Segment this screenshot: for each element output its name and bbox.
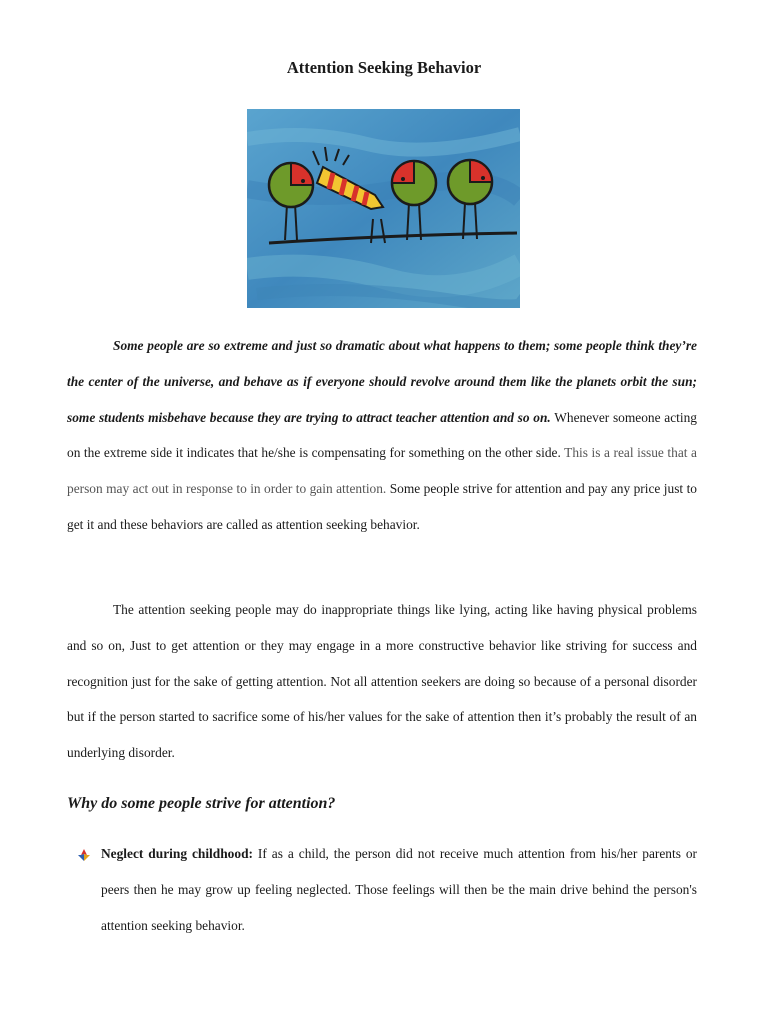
birds-on-wire-painting-icon [247,109,520,308]
reasons-list [67,836,697,943]
list-item [67,836,697,943]
intro-paragraph [67,328,697,543]
intro-text-b: This is a real issue that a person may act out in response to in order to gain attention. [67,445,697,497]
list-item-text: If as a child, the person did not receive much attention from his/her parents or peers then he may grow up feeling neglected. Those feelings will then be the main drive behind the person's attention seeking behavior. [101,846,698,933]
intro-text-a: Whenever someone acting on the extreme side it indicates that he/she is compensating for something on the other side. [67,409,697,461]
second-paragraph-text: The attention seeking people may do inappropriate things like lying, acting like having physical problems and so on, Just to get attention or they may engage in a more constructive behavior like striving for success and recognition just for the sake of getting attention. Not all attention seekers are doing so because of a personal disorder but if the person started to sacrifice some of his/her values for the sake of attention then it’s probably the result of an underlying disorder. [67,602,697,761]
arrow-bullet-icon [78,849,90,861]
intro-emphasis: Some people are so extreme and just so dramatic about what happens to them; some people think they’re the center of the universe, and behave as if everyone should revolve around them like the planets orbit the sun; some students misbehave because they are trying to attract teacher attention and so on. [67,338,697,425]
section-heading: Why do some people strive for attention? [67,795,336,812]
intro-text-c: Some people strive for attention and pay any price just to get it and these behaviors are called as attention seeking behavior. [67,481,697,532]
birds-illustration [247,109,520,308]
document-title: Attention Seeking Behavior [286,58,482,77]
second-paragraph [67,592,697,771]
list-item-label: Neglect during childhood: [101,846,253,861]
